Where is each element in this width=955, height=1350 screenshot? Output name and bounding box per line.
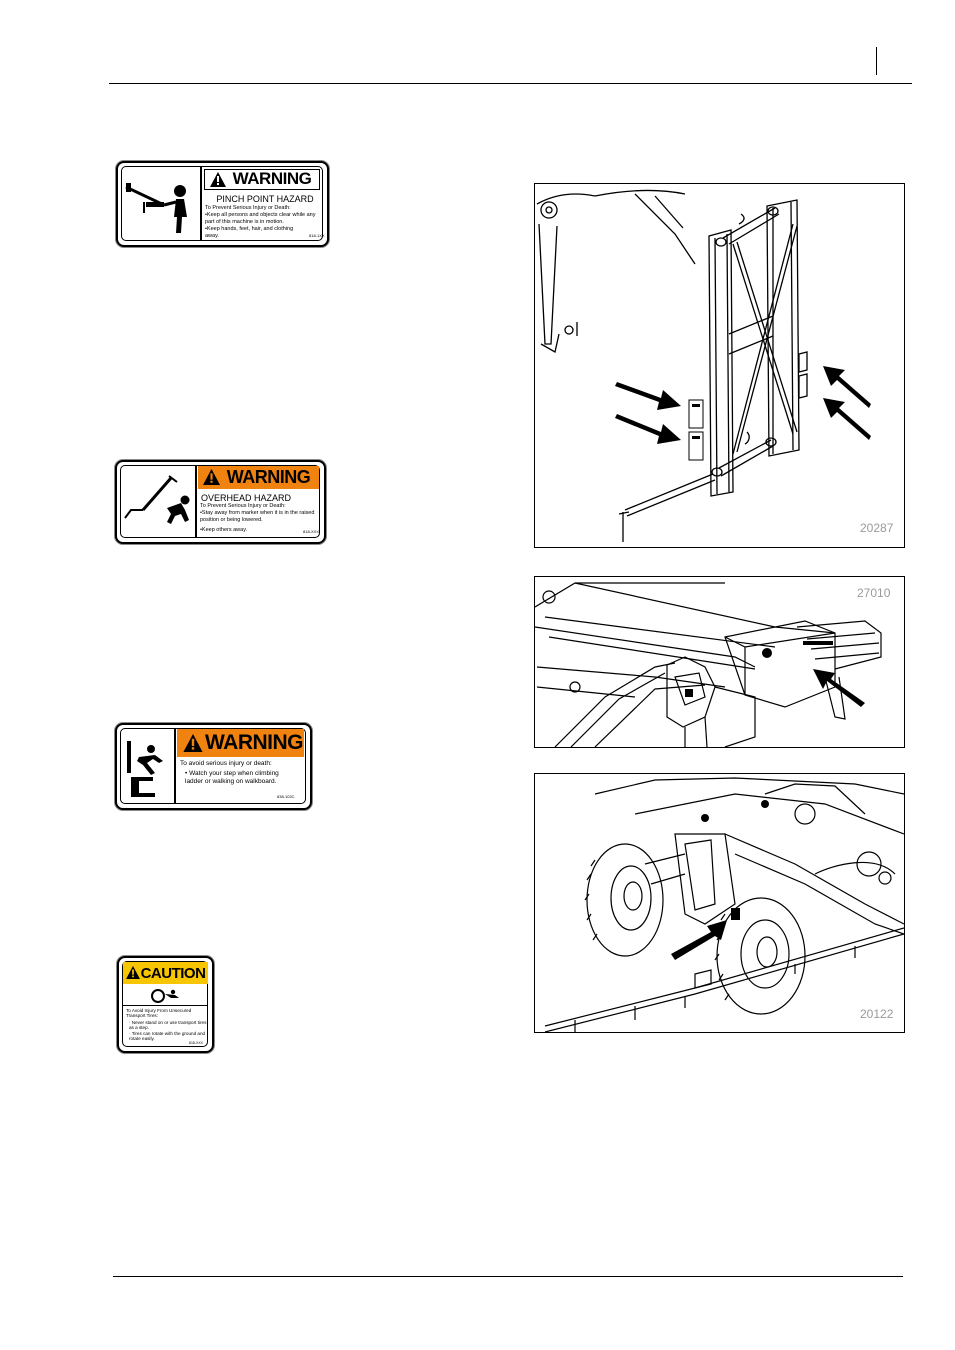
pinch-signal-word: WARNING — [232, 169, 312, 188]
alert-triangle-icon — [126, 966, 140, 979]
ladder-bullet-1: • Watch your step when climbing ladder or walking on walkboard. — [185, 770, 279, 785]
pinch-code: 818-1XX — [309, 233, 325, 238]
overhead-lead: To Prevent Serious Injury or Death: — [200, 503, 286, 509]
overhead-signal-word: WARNING — [226, 467, 311, 487]
decal-location-arrows — [615, 366, 871, 444]
overhead-warning-banner — [198, 466, 319, 489]
caution-bullet-1: · Never stand on or use transport tires as a step. — [129, 1020, 207, 1031]
figure-transport-tire-decal-location — [534, 773, 905, 1033]
tire-hazard-pictogram — [149, 986, 183, 1004]
falling-person-pictogram — [125, 737, 173, 799]
figure-ladder-decal-locations — [534, 183, 905, 548]
figure-1-number: 20287 — [860, 521, 894, 535]
ladder-warning-banner — [177, 729, 304, 757]
overhead-warning-decal — [115, 460, 326, 544]
alert-triangle-icon — [183, 734, 203, 752]
header-tick — [876, 47, 877, 75]
caution-bullet-2: · Tires can rotate with the ground and rotate easily. — [129, 1031, 206, 1042]
pinch-lead: To Prevent Serious Injury or Death: — [205, 205, 291, 211]
overhead-code: 818-XXX — [303, 529, 320, 534]
caution-banner — [123, 962, 208, 984]
pinch-warning-banner — [204, 169, 320, 190]
caution-lead: To Avoid Injury From Unsecured Transport Tires: — [126, 1008, 192, 1019]
pinch-bullet-2: •Keep hands, feet, hair, and clothing away. — [205, 226, 294, 239]
walkboard-illustration — [535, 577, 904, 747]
figure-walkboard-decal-location — [534, 576, 905, 748]
pinch-point-pictogram — [124, 169, 196, 239]
pinch-bullet-1: •Keep all persons and objects clear while any part of this machine is in motion. — [205, 212, 316, 225]
footer-rule — [113, 1276, 903, 1277]
caution-tire-decal — [117, 956, 214, 1053]
ladder-lead: To avoid serious injury or death: — [180, 760, 272, 767]
alert-triangle-icon — [210, 172, 226, 187]
header-rule — [109, 83, 912, 84]
caution-signal-word: CAUTION — [140, 964, 206, 982]
ladder-warning-decal — [115, 723, 312, 810]
alert-triangle-icon — [203, 469, 220, 485]
overhead-bullet-1: •Stay away from marker when it is in the raised position or being lowered. — [200, 510, 315, 523]
ladder-assembly-illustration — [535, 184, 904, 547]
pinch-hazard-title: PINCH POINT HAZARD — [216, 194, 314, 204]
overhead-pictogram — [123, 470, 195, 538]
ladder-code: 838-102C — [277, 794, 295, 799]
overhead-bullet-2: •Keep others away. — [200, 527, 248, 533]
overhead-hazard-title: OVERHEAD HAZARD — [201, 493, 292, 503]
transport-tires-illustration — [535, 774, 904, 1032]
ladder-signal-word: WARNING — [205, 731, 303, 754]
pinch-point-warning-decal — [116, 161, 329, 247]
figure-3-number: 20122 — [860, 1007, 894, 1021]
figure-2-number: 27010 — [857, 586, 891, 600]
caution-code: 818-XXX — [189, 1041, 204, 1045]
